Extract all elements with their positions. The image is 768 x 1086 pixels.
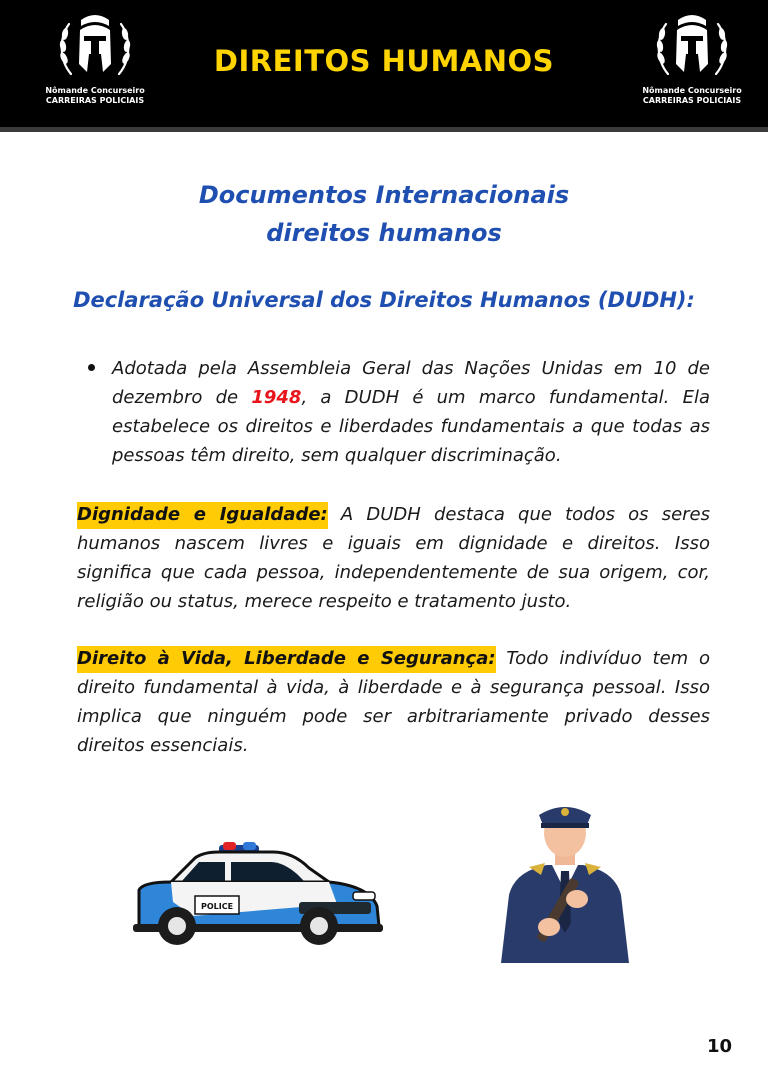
cap-badge-icon <box>561 808 569 816</box>
siren-red <box>223 842 236 850</box>
page-title: DIREITOS HUMANOS <box>213 44 555 78</box>
page-header <box>0 0 768 132</box>
bullet-list-item <box>88 354 710 470</box>
section-dignidade <box>77 500 710 616</box>
rear-hubcap <box>168 917 186 935</box>
highlighted-heading: Dignidade e Igualdade: <box>77 502 328 529</box>
police-officer-illustration <box>495 795 635 965</box>
front-hubcap <box>310 917 328 935</box>
highlighted-heading: Direito à Vida, Liberdade e Segurança: <box>77 646 496 673</box>
page-number: 10 <box>706 1036 732 1057</box>
document-title-line2: direitos humanos <box>266 219 502 247</box>
bullet-text <box>112 354 710 470</box>
cap-visor <box>541 823 589 828</box>
section-direito-vida <box>77 644 710 760</box>
bullet-text-end: , a DUDH é um marco fundamental. Ela estabelece os direitos e liberdades fundamentais a que todas as pessoas têm direito, sem qualquer discriminação. <box>112 387 710 466</box>
police-car-illustration <box>133 842 383 952</box>
section-paragraph <box>77 644 710 760</box>
section-text: A DUDH destaca que todos os seres humanos nascem livres e iguais em dignidade e direitos. Isso significa que cada pessoa, independentemente de sua origem, cor, religião ou status, merece respeito e tratamento justo. <box>77 504 710 612</box>
brand-tagline: CARREIRAS POLICIAIS <box>642 96 742 105</box>
officer-hand-right <box>566 890 588 908</box>
spartan-helmet-icon <box>652 12 732 82</box>
police-label: POLICE <box>200 902 234 911</box>
brand-name: Nômande Concurseiro <box>45 86 145 95</box>
highlight-year: 1948 <box>251 387 302 408</box>
document-title <box>0 176 768 252</box>
brand-tagline: CARREIRAS POLICIAIS <box>45 96 145 105</box>
document-title-line1: Documentos Internacionais <box>198 181 570 209</box>
section-text: Todo indivíduo tem o direito fundamental à vida, à liberdade e à segurança pessoal. Isso implica que ninguém pode ser arbitrariamente privado desses direitos essenciais. <box>77 648 710 756</box>
bullet-text-start: Adotada pela Assembleia Geral das Nações Unidas em 10 de dezembro de <box>112 358 710 408</box>
brand-logo-right <box>627 12 757 105</box>
brand-name: Nômande Concurseiro <box>642 86 742 95</box>
officer-hand-left <box>538 918 560 936</box>
bullet-icon <box>88 364 95 371</box>
section-paragraph <box>77 500 710 616</box>
car-headlight <box>353 892 375 900</box>
section-heading: Declaração Universal dos Direitos Humanos (DUDH): <box>73 288 695 312</box>
siren-blue <box>243 842 256 850</box>
